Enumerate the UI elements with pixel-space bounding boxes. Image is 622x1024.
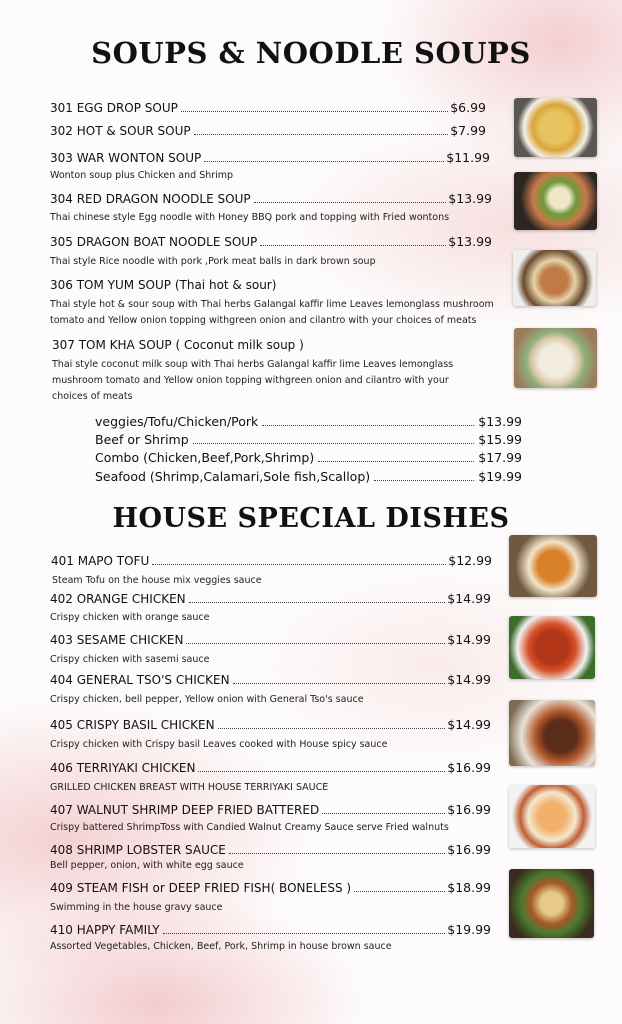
menu-item-410 xyxy=(50,923,491,937)
menu-item-403 xyxy=(50,633,491,647)
terriyaki-chicken-photo xyxy=(509,700,595,766)
item-name: 304 RED DRAGON NOODLE SOUP xyxy=(50,192,251,206)
leader-dots xyxy=(254,202,447,203)
leader-dots xyxy=(229,853,445,854)
item-description: Crispy chicken with Crispy basil Leaves cooked with House spicy sauce xyxy=(50,739,388,750)
leader-dots xyxy=(193,443,475,444)
item-description: Bell pepper, onion, with white egg sauce xyxy=(50,860,244,871)
menu-item-408 xyxy=(50,843,491,857)
option-name: Beef or Shrimp xyxy=(95,432,189,447)
item-description: Crispy chicken with orange sauce xyxy=(50,612,210,623)
leader-dots xyxy=(189,602,446,603)
item-price: $14.99 xyxy=(447,717,491,732)
item-description-line-1: Thai style coconut milk soup with Thai herbs Galangal kaffir lime Leaves lemonglass xyxy=(52,359,454,370)
item-name: 409 STEAM FISH or DEEP FRIED FISH( BONELESS ) xyxy=(50,881,352,895)
leader-dots xyxy=(374,480,474,481)
menu-item-406 xyxy=(50,761,491,775)
item-name: 307 TOM KHA SOUP ( Coconut milk soup ) xyxy=(52,338,304,352)
item-description: Crispy battered ShrimpToss with Candied Walnut Creamy Sauce serve Fried walnuts xyxy=(50,822,449,833)
item-description: Crispy chicken, bell pepper, Yellow onion with General Tso's sauce xyxy=(50,694,364,705)
item-price: $13.99 xyxy=(448,234,492,249)
mapo-tofu-photo xyxy=(509,535,597,597)
item-name: 402 ORANGE CHICKEN xyxy=(50,592,186,606)
leader-dots xyxy=(186,643,445,644)
item-price: $6.99 xyxy=(450,100,486,115)
item-price: $18.99 xyxy=(447,880,491,895)
menu-item-407 xyxy=(50,803,491,817)
leader-dots xyxy=(152,564,446,565)
section-title-soups: SOUPS & NOODLE SOUPS xyxy=(91,36,531,70)
leader-dots xyxy=(322,813,445,814)
item-name: 405 CRISPY BASIL CHICKEN xyxy=(50,718,215,732)
item-name: 410 HAPPY FAMILY xyxy=(50,923,160,937)
leader-dots xyxy=(198,771,445,772)
item-description: GRILLED CHICKEN BREAST WITH HOUSE TERRIYAKI SAUCE xyxy=(50,782,329,793)
menu-item-307 xyxy=(52,338,304,352)
leader-dots xyxy=(262,425,474,426)
item-description: Wonton soup plus Chicken and Shrimp xyxy=(50,170,234,181)
item-price: $14.99 xyxy=(447,632,491,647)
item-name: 407 WALNUT SHRIMP DEEP FRIED BATTERED xyxy=(50,803,320,817)
item-price: $13.99 xyxy=(448,191,492,206)
menu-item-302 xyxy=(50,124,486,138)
item-name: 303 WAR WONTON SOUP xyxy=(50,151,202,165)
item-price: $16.99 xyxy=(447,842,491,857)
item-price: $14.99 xyxy=(447,672,491,687)
leader-dots xyxy=(181,111,448,112)
item-name: 408 SHRIMP LOBSTER SAUCE xyxy=(50,843,226,857)
menu-item-409 xyxy=(50,881,491,895)
item-description: Steam Tofu on the house mix veggies sauce xyxy=(52,575,262,586)
option-name: veggies/Tofu/Chicken/Pork xyxy=(95,414,259,429)
item-description: Thai style Rice noodle with pork ,Pork meat balls in dark brown soup xyxy=(50,256,376,267)
item-name: 403 SESAME CHICKEN xyxy=(50,633,184,647)
leader-dots xyxy=(318,461,474,462)
item-name: 401 MAPO TOFU xyxy=(51,554,150,568)
item-description-line-1: Thai style hot & sour soup with Thai herbs Galangal kaffir lime Leaves lemonglass mushroom xyxy=(50,299,494,310)
item-price: $12.99 xyxy=(448,553,492,568)
item-description: Swimming in the house gravy sauce xyxy=(50,902,223,913)
option-price: $19.99 xyxy=(478,469,522,484)
item-name: 406 TERRIYAKI CHICKEN xyxy=(50,761,196,775)
item-name: 404 GENERAL TSO'S CHICKEN xyxy=(50,673,230,687)
leader-dots xyxy=(354,891,445,892)
menu-item-401 xyxy=(51,554,492,568)
noodle-soup-photo xyxy=(514,172,597,230)
leader-dots xyxy=(163,933,446,934)
item-description: Thai chinese style Egg noodle with Honey BBQ pork and topping with Fried wontons xyxy=(50,212,450,223)
item-price: $16.99 xyxy=(447,802,491,817)
menu-item-402 xyxy=(50,592,491,606)
option-price: $15.99 xyxy=(478,432,522,447)
menu-item-303 xyxy=(50,151,490,165)
item-name: 305 DRAGON BOAT NOODLE SOUP xyxy=(50,235,258,249)
option-name: Seafood (Shrimp,Calamari,Sole fish,Scallop) xyxy=(95,469,371,484)
tom-kha-soup-photo xyxy=(514,328,597,388)
option-row xyxy=(95,432,522,447)
menu-item-305 xyxy=(50,235,492,249)
item-name: 301 EGG DROP SOUP xyxy=(50,101,178,115)
menu-item-404 xyxy=(50,673,491,687)
menu-item-306 xyxy=(50,278,276,292)
item-price: $7.99 xyxy=(450,123,486,138)
option-name: Combo (Chicken,Beef,Pork,Shrimp) xyxy=(95,450,315,465)
walnut-shrimp-photo xyxy=(509,785,595,848)
steam-fish-photo xyxy=(509,869,594,938)
item-price: $16.99 xyxy=(447,760,491,775)
section-title-specials: HOUSE SPECIAL DISHES xyxy=(112,503,510,534)
item-description: Assorted Vegetables, Chicken, Beef, Pork, Shrimp in house brown sauce xyxy=(50,941,392,952)
orange-chicken-photo xyxy=(509,616,595,679)
item-description-line-2: tomato and Yellow onion topping withgreen onion and cilantro with your choices of meats xyxy=(50,315,477,326)
option-row xyxy=(95,414,522,429)
option-price: $13.99 xyxy=(478,414,522,429)
item-description-line-2: mushroom tomato and Yellow onion topping withgreen onion and cilantro with your xyxy=(52,375,449,386)
item-name: 302 HOT & SOUR SOUP xyxy=(50,124,191,138)
menu-item-405 xyxy=(50,718,491,732)
item-price: $11.99 xyxy=(446,150,490,165)
menu-item-301 xyxy=(50,101,486,115)
leader-dots xyxy=(218,728,446,729)
menu-item-304 xyxy=(50,192,492,206)
leader-dots xyxy=(194,134,449,135)
leader-dots xyxy=(260,245,446,246)
item-description-line-3: choices of meats xyxy=(52,391,133,402)
leader-dots xyxy=(204,161,444,162)
leader-dots xyxy=(233,683,446,684)
item-price: $14.99 xyxy=(447,591,491,606)
boat-noodle-photo xyxy=(513,250,596,306)
option-price: $17.99 xyxy=(478,450,522,465)
item-name: 306 TOM YUM SOUP (Thai hot & sour) xyxy=(50,278,277,292)
item-description: Crispy chicken with sasemi sauce xyxy=(50,654,210,665)
item-price: $19.99 xyxy=(447,922,491,937)
egg-drop-soup-photo xyxy=(514,98,597,157)
option-row xyxy=(95,469,522,484)
option-row xyxy=(95,450,522,465)
